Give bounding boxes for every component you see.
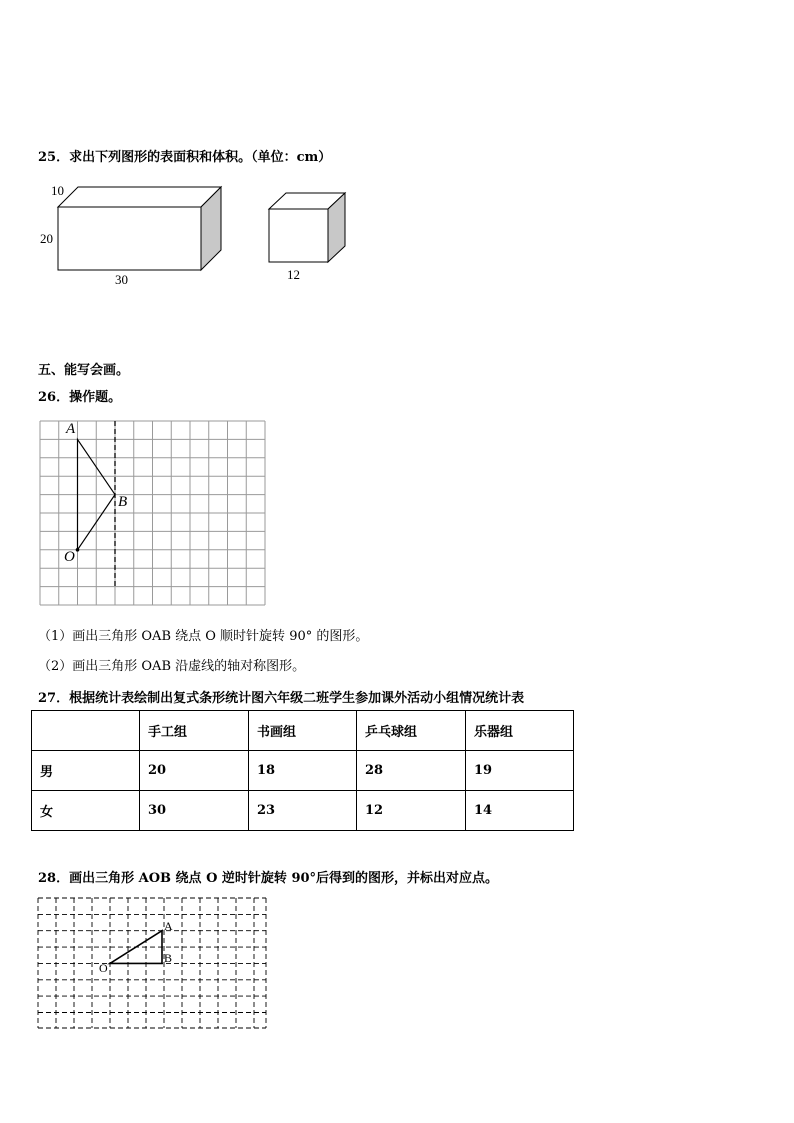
table-header-row	[32, 711, 574, 751]
q28-title: 28．画出三角形 AOB 绕点 O 逆时针旋转 90°后得到的图形，并标出对应点。	[38, 871, 499, 886]
q28-label-b: B	[164, 951, 173, 965]
q25-title: 25．求出下列图形的表面积和体积。（单位：cm）	[38, 150, 332, 165]
q28-label-o: O	[99, 961, 108, 975]
stats-table	[31, 710, 574, 831]
q27-title: 27．根据统计表绘制出复式条形统计图六年级二班学生参加课外活动小组情况统计表	[38, 691, 525, 706]
table-cell: 女	[32, 791, 140, 831]
q26-task-1: （1）画出三角形 OAB 绕点 O 顺时针旋转 90° 的图形。	[38, 629, 369, 644]
section5-title: 五、能写会画。	[38, 363, 130, 378]
table-cell: 20	[140, 751, 249, 791]
q26-grid	[40, 421, 265, 605]
cuboid-top-face	[58, 187, 221, 207]
q26-title: 26．操作题。	[38, 390, 122, 405]
table-cell: 28	[357, 751, 466, 791]
cuboid-depth-label: 10	[51, 183, 64, 198]
cube-figure	[269, 193, 345, 262]
label-a: A	[66, 421, 76, 437]
header-cell: 乒乓球组	[357, 711, 466, 751]
header-cell	[32, 711, 140, 751]
header-cell: 书画组	[249, 711, 357, 751]
table-row	[32, 791, 574, 831]
table-cell: 12	[357, 791, 466, 831]
header-cell: 手工组	[140, 711, 249, 751]
cuboid-figure	[58, 187, 221, 270]
label-b: B	[118, 494, 128, 510]
label-o: O	[64, 549, 75, 565]
cuboid-length-label: 30	[115, 272, 128, 287]
header-cell: 乐器组	[466, 711, 574, 751]
table-cell: 14	[466, 791, 574, 831]
cuboid-front-face	[58, 207, 201, 270]
q28-label-a: A	[164, 919, 173, 933]
cube-front-face	[269, 209, 328, 262]
cube-edge-label: 12	[287, 267, 300, 282]
table-cell: 30	[140, 791, 249, 831]
table-cell: 男	[32, 751, 140, 791]
table-cell: 19	[466, 751, 574, 791]
point-o	[76, 548, 80, 552]
q26-task-2: （2）画出三角形 OAB 沿虚线的轴对称图形。	[38, 659, 306, 674]
table-row	[32, 751, 574, 791]
table-cell: 18	[249, 751, 357, 791]
cuboid-height-label: 20	[40, 231, 53, 246]
table-cell: 23	[249, 791, 357, 831]
